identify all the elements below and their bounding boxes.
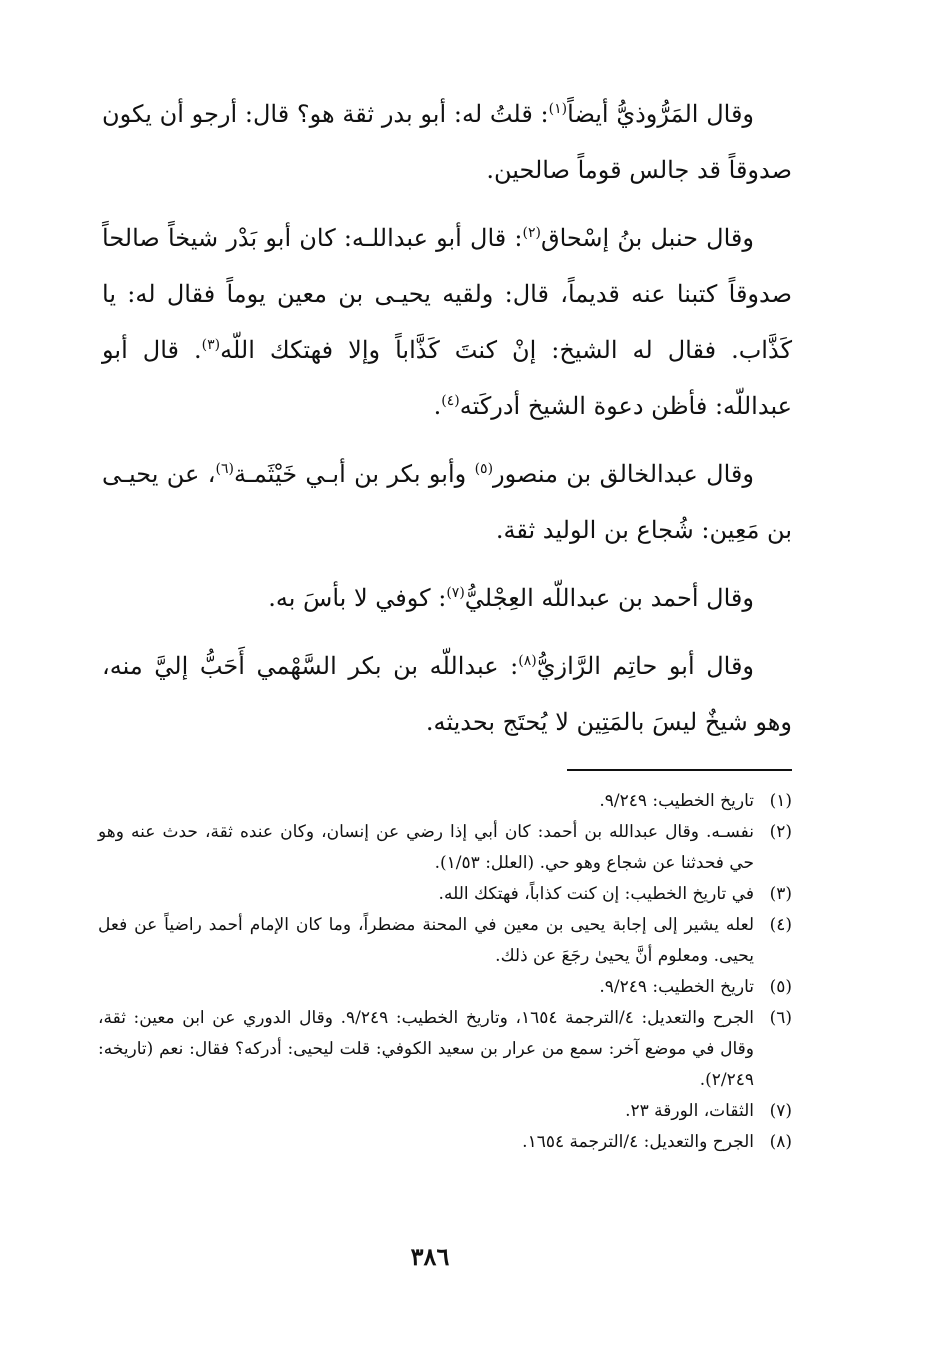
paragraph-text: . قال أبو عبداللّه: فأظن دعوة الشيخ أدركَته [102, 336, 792, 420]
footnote-8 [98, 1127, 792, 1158]
footnote-ref-4[interactable]: (٤) [441, 393, 460, 409]
paragraph-text: : كوفي لا بأسَ به. [268, 584, 447, 612]
paragraph-text: وقال أحمد بن عبداللّه العِجْليُّ [464, 584, 754, 612]
paragraph-text: : قلتُ له: أبو بدر ثقة هو؟ قال: أرجو أن يكون صدوقاً قد جالس قوماً صالحين. [102, 100, 792, 184]
paragraph-text: وقال المَرُّوذيُّ أيضاً [567, 100, 755, 128]
footnote-ref-2[interactable]: (٢) [522, 225, 541, 241]
footnote-ref-7[interactable]: (٧) [446, 585, 465, 601]
footnote-7 [98, 1096, 792, 1127]
footnote-text: الجرح والتعديل: ٤/الترجمة ١٦٥٤، وتاريخ الخطيب: ٩/٢٤٩. وقال الدوري عن ابن معين: ثقة، وقال في موضع آخر: سمع من عرار بن سعيد الكوفي: قلت ليحيى: أدركه؟ فقال: نعم (تاريخه: ٢/٢٤٩). [98, 1008, 754, 1090]
page-number: ٣٨٦ [410, 1242, 450, 1271]
footnote-separator [567, 769, 792, 771]
paragraph-text: وقال عبدالخالق بن منصور [493, 460, 754, 488]
paragraph-abu-hatim [102, 638, 792, 750]
footnotes [98, 786, 792, 1158]
footnote-text: الجرح والتعديل: ٤/الترجمة ١٦٥٤. [522, 1132, 754, 1152]
footnote-number: (٨) [769, 1132, 792, 1152]
footnote-text: في تاريخ الخطيب: إن كنت كذاباً، فهتكك الله. [438, 884, 754, 904]
footnote-number: (٢) [769, 822, 792, 842]
footnote-ref-6[interactable]: (٦) [215, 461, 234, 477]
footnote-text: الثقات، الورقة ٢٣. [625, 1101, 754, 1121]
footnote-4 [98, 910, 792, 972]
paragraph-text: ، عن يحيـى بن مَعِين: شُجاع بن الوليد ثقة. [102, 460, 792, 544]
footnote-number: (٧) [769, 1101, 792, 1121]
footnote-3 [98, 879, 792, 910]
footnote-number: (٤) [769, 915, 792, 935]
paragraph-text: : قال أبو عبداللـه: كان أبو بَدْر شيخاً صالحاً صدوقاً كتبنا عنه قديماً، قال: ولقيه يحيـى بن معين يوماً فقال له: يا كَذَّاب. فقال له الشيخ: إنْ كنتَ كَذَّاباً وإلا فهتكك اللّه [102, 224, 792, 364]
footnote-6 [98, 1003, 792, 1096]
footnote-ref-1[interactable]: (١) [548, 101, 568, 117]
footnote-text: لعله يشير إلى إجابة يحيى بن معين في المحنة مضطراً، وما كان الإمام أحمد راضياً عن فعل يحيى. ومعلوم أنَّ يحيىٰ رجَعَ عن ذلك. [98, 915, 754, 966]
paragraph-abdulkhaliq [102, 446, 792, 558]
footnote-number: (٥) [769, 977, 792, 997]
paragraph-marwazi [102, 86, 792, 198]
paragraph-hanbal [102, 210, 792, 434]
footnote-number: (٣) [769, 884, 792, 904]
paragraph-text: وقال حنبل بنُ إسْحاق [540, 224, 754, 252]
paragraph-text: وقال أبو حاتِم الرَّازيُّ [536, 652, 755, 680]
footnote-text: نفسـه. وقال عبدالله بن أحمد: كان أبي إذا رضي عن إنسان، وكان عنده ثقة، حدث عنه وهو حي فحدثنا عن شجاع وهو حي. (العلل: ١/٥٣). [98, 822, 754, 873]
footnote-text: تاريخ الخطيب: ٩/٢٤٩. [599, 791, 754, 811]
footnote-ref-3[interactable]: (٣) [201, 337, 221, 353]
footnote-number: (١) [769, 791, 792, 811]
footnote-5 [98, 972, 792, 1003]
footnote-1 [98, 786, 792, 817]
footnote-ref-5[interactable]: (٥) [474, 461, 494, 477]
paragraph-ijli [102, 570, 792, 626]
footnote-2 [98, 817, 792, 879]
footnote-ref-8[interactable]: (٨) [518, 653, 537, 669]
paragraph-text: وأبو بكر بن أبـي خَيْثَمـة [233, 460, 475, 488]
paragraph-text: : عبداللّه بن بكر السَّهْمي أَحَبُّ إليَّ منه، وهو شيخٌ ليسَ بالمَتِين لا يُحتَج بحديثه. [102, 652, 792, 736]
footnote-number: (٦) [769, 1008, 792, 1028]
paragraph-text: . [433, 392, 442, 420]
footnote-text: تاريخ الخطيب: ٩/٢٤٩. [599, 977, 754, 997]
main-text [102, 86, 792, 762]
